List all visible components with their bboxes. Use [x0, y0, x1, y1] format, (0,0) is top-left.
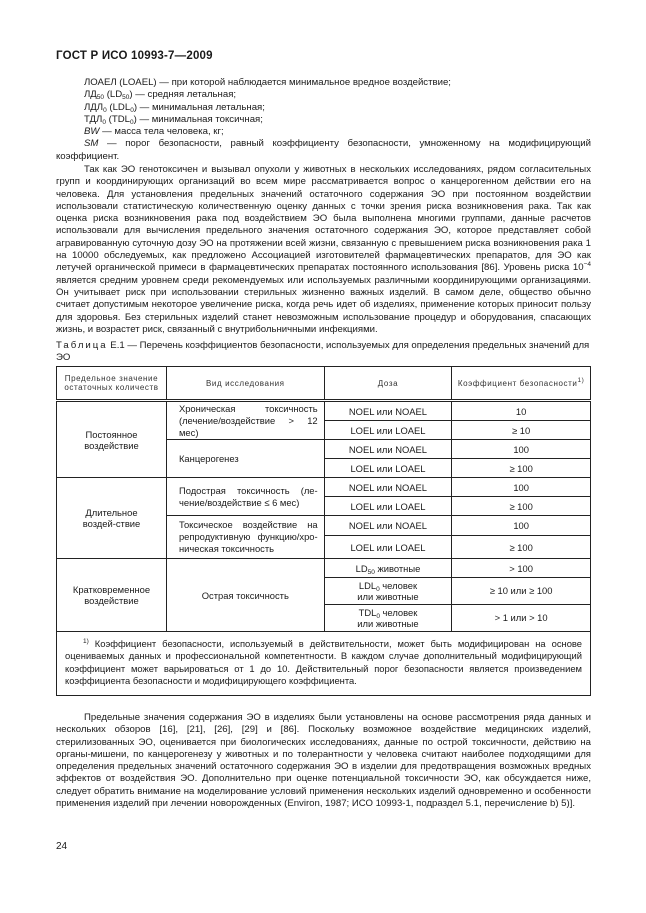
definition-loael: [56, 77, 591, 89]
study-cell: Канцерогенез: [166, 440, 324, 478]
factor-cell: 100: [452, 516, 591, 536]
dose-cell: [324, 559, 452, 578]
definition-text: — минимальная токсичная;: [136, 113, 263, 125]
footnote-text: Коэффициент безопасности, используемый в действительности, может быть модифицирован на основе оцениваемых данных и профессиональной компетентности. В каждом случае дополнительный модифицирующий коэффициент может варьироваться от 1 до 10. Действительный порог безопасности является произведением коэффициента безопасности и модифицирующего коэффициента.: [65, 638, 582, 686]
dose-cell: NOEL или NOAEL: [324, 478, 452, 497]
definition-ld50: [56, 89, 591, 101]
dose-cell: NOEL или NOAEL: [324, 440, 452, 459]
column-header: Вид исследования: [166, 367, 324, 401]
dose-text: человек: [379, 579, 418, 591]
document-header: ГОСТ Р ИСО 10993-7—2009: [56, 50, 213, 62]
paren: ): [133, 101, 138, 113]
definition-text: — порог безопасности, равный коэффициенту безопасности, умноженному на модифицирующий коэффициент.: [56, 138, 591, 162]
definition-ldl0: [56, 102, 591, 114]
factor-cell: 100: [452, 440, 591, 459]
factor-cell: ≥ 100: [452, 459, 591, 478]
factor-cell: 100: [452, 478, 591, 497]
dose-cell: LOEL или LOAEL: [324, 536, 452, 559]
dose-text: животные: [374, 562, 421, 574]
dose-cell: NOEL или NOAEL: [324, 401, 452, 421]
term: ЛДЛ: [84, 101, 104, 113]
subscript: 0: [130, 106, 134, 114]
dose-text: человек: [379, 606, 418, 618]
term: SM: [84, 138, 99, 150]
table-row: [57, 401, 591, 421]
dose-cell: NOEL или NOAEL: [324, 516, 452, 536]
table-title: Е.1 — Перечень коэффициентов безопасности, используемых для определения предельных значений для ЭО: [56, 340, 590, 364]
dose-text: LD: [355, 562, 368, 574]
term-alt: (LDL: [106, 101, 131, 113]
definition-sm: [56, 138, 591, 163]
study-cell: Хроническая токсичность (лечение/воздействие > 12 мес): [166, 401, 324, 440]
study-cell: Подострая токсичность (ле-чение/воздействие ≤ 6 мес): [166, 478, 324, 516]
paragraph-cancer-risk: [56, 164, 591, 336]
dose-text: LDL: [358, 579, 377, 591]
definition-text: — масса тела человека, кг;: [99, 126, 224, 138]
subscript: 50: [96, 94, 105, 102]
term: ЛОАЕЛ (LOAEL): [84, 77, 157, 88]
dose-text: или животные: [357, 591, 419, 602]
term: ЛД: [84, 89, 97, 101]
paragraph-text: Так как ЭО генотоксичен и вызывал опухоли у животных в нескольких исследованиях, рядом согласительных групп и координирующих организаций во всем мире рассматривается вопрос о канцерогенном действии его на человека. Для установления предельных значений остаточного содержания ЭО при постоянном воздействии использовали статистическую количественную оценку данных с точки зрения риска возникновения рака. Так как оценка риска возникновения рака под воздействием ЭО была выполнена многими группами, данные расчетов использовали для вычисления предельного значения остаточного содержания ЭО, которое представляет собой агравированную суточную дозу ЭО на протяжении всей жизни, связанную с превышением риска возникновения рака 1 на 10000 обследуемых, как предложено Ассоциацией изготовителей фармацевтических препаратов, для ЭО как летучей органической примеси в фармацевтических препаратах постоянного использования [86]. Уровень риска 10: [56, 164, 591, 274]
factor-cell: ≥ 100: [452, 497, 591, 516]
subscript: 0: [102, 118, 106, 126]
subscript: 0: [103, 106, 107, 114]
paren: ): [129, 89, 133, 101]
subscript: 0: [376, 585, 380, 593]
exponent: −4: [583, 261, 591, 269]
table-row: [57, 559, 591, 578]
dose-cell: [324, 605, 452, 632]
factor-cell: > 1 или > 10: [452, 605, 591, 632]
page-number: 24: [56, 841, 68, 852]
column-header: [452, 367, 591, 401]
factor-cell: 10: [452, 401, 591, 421]
study-cell: Токсическое воздействие на репродуктивную функцию/хро-ническая токсичность: [166, 516, 324, 559]
dose-cell: LOEL или LOAEL: [324, 459, 452, 478]
footnote-mark: 1): [83, 638, 89, 645]
definition-tdl0: [56, 114, 591, 126]
definition-bw: [56, 126, 591, 138]
subscript: 50: [367, 568, 375, 576]
definitions-list: [56, 77, 591, 163]
table-caption: [56, 340, 591, 365]
table-footnote: [57, 632, 591, 696]
study-cell: Острая токсичность: [166, 559, 324, 632]
dose-cell: [324, 578, 452, 605]
category-cell: Постоянное воздействие: [57, 401, 167, 478]
term-alt: (LD: [104, 89, 123, 101]
factor-cell: ≥ 100: [452, 536, 591, 559]
table-row: [57, 478, 591, 497]
subscript: 50: [122, 94, 130, 102]
table-footnote-row: [57, 632, 591, 696]
header-text: Коэффициент безопасности: [457, 378, 578, 388]
dose-text: TDL: [358, 606, 377, 618]
table-label: Таблица: [56, 340, 108, 351]
category-cell: Длительное воздей-ствие: [57, 478, 167, 559]
paragraph-text: Предельные значения содержания ЭО в изделиях были установлены на основе рассмотрения ряда данных и нескольких обзоров [16], [21], [26], [29] и [86]. Поскольку возможное воздействие медицинских изделий, стерилизованных ЭО, оценивается при биологических исследованиях, данные по острой токсичности, действию на органы-мишени, по канцерогенезу у животных и по толерантности у человека считают наиболее подходящими для определения предельных значений остаточного содержания ЭО в изделии для предотвращения возможных вредных эффектов от воздействия ЭО. Дополнительно при оценке потенциальной токсичности ЭО, как обсуждается ниже, следует обратить внимание на моделирование условий применения нескольких изделий одновременно и особенности применения изделий при лечении новорожденных (Environ, 1987; ИСО 10993-1, подраздел 5.1, перечисление b) 5)].: [56, 712, 591, 810]
column-header: Предельное значение остаточных количеств: [57, 367, 167, 401]
paragraph-text: является средним уровнем среди рекомендуемых или используемых различными координирующими организациями. Он учитывает риск при использовании стерильных жизненно важных изделий. В самом деле, общество обычно считает допустимым некоторое увеличение риска, когда речь идет об изделиях, применение которых приносит пользу для здоровья. Без стерильных изделий станет невозможным использование процедур и оборудования, спасающих жизнь, и возрастет риск, связанный с внутрибольничными инфекциями.: [56, 274, 591, 335]
definition-text: — при которой наблюдается минимальное вредное воздействие;: [156, 77, 451, 88]
factor-cell: ≥ 10 или ≥ 100: [452, 578, 591, 605]
term: ТДЛ: [84, 113, 103, 125]
footnote-mark: 1): [577, 376, 585, 384]
table-header-row: [57, 367, 591, 401]
paren: ): [133, 113, 137, 125]
term: BW: [84, 126, 100, 138]
dose-cell: LOEL или LOAEL: [324, 497, 452, 516]
safety-factors-table: [56, 366, 591, 696]
factor-cell: ≥ 10: [452, 421, 591, 440]
subscript: 0: [129, 118, 134, 126]
dose-cell: LOEL или LOAEL: [324, 421, 452, 440]
category-cell: Кратковременное воздействие: [57, 559, 167, 632]
subscript: 0: [376, 612, 380, 620]
column-header: Доза: [324, 367, 452, 401]
definition-text: — минимальная летальная;: [137, 101, 265, 113]
factor-cell: > 100: [452, 559, 591, 578]
dose-text: или животные: [357, 618, 419, 629]
term-alt: (TDL: [105, 113, 130, 125]
paragraph-limits: [56, 712, 591, 810]
definition-text: — средняя летальная;: [132, 89, 237, 101]
